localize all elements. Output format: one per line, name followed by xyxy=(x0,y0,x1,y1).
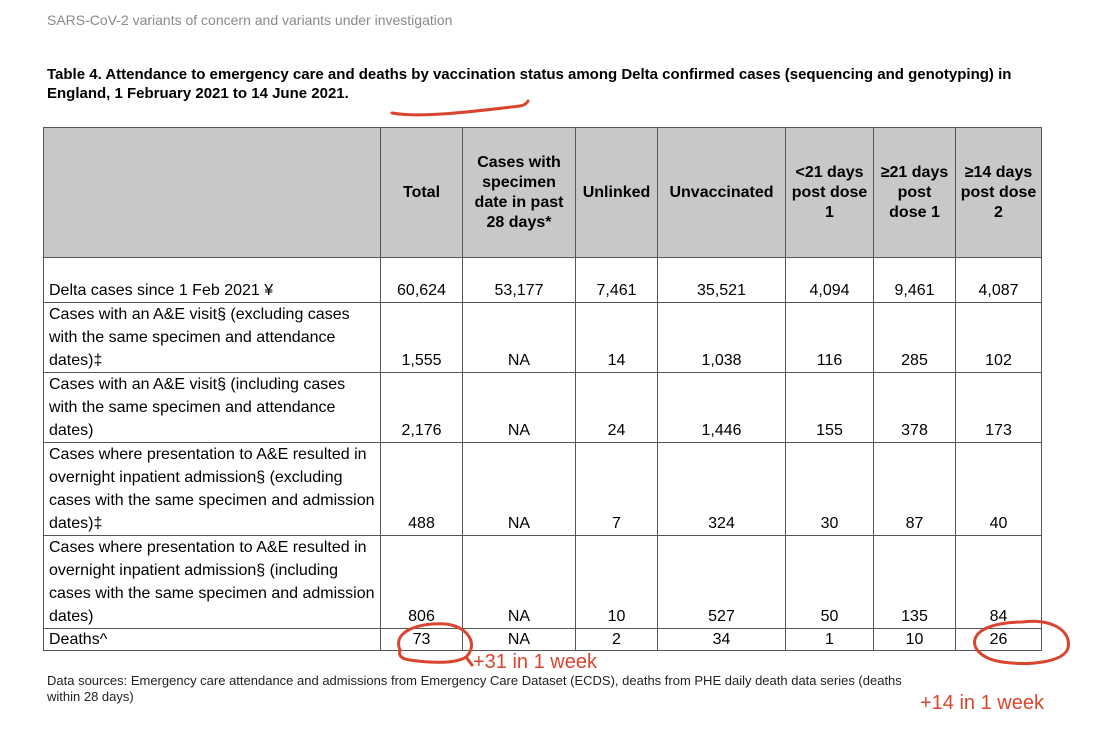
cell-past-28-days: NA xyxy=(463,443,576,536)
header-cell-ge14-dose2: ≥14 days post dose 2 xyxy=(956,128,1042,258)
cell-ge21-dose1: 9,461 xyxy=(874,258,956,303)
cell-ge21-dose1: 285 xyxy=(874,303,956,373)
deaths-total-annotation: +31 in 1 week xyxy=(473,651,597,673)
cell-lt21-dose1: 155 xyxy=(786,373,874,443)
vaccination-status-table xyxy=(43,127,1042,651)
row-label: Deaths^ xyxy=(44,629,381,651)
cell-ge21-dose1: 135 xyxy=(874,536,956,629)
table-header-row xyxy=(44,128,1042,258)
header-cell-blank xyxy=(44,128,381,258)
cell-total: 488 xyxy=(381,443,463,536)
document-running-header: SARS-CoV-2 variants of concern and variants under investigation xyxy=(47,12,453,28)
cell-ge21-dose1: 87 xyxy=(874,443,956,536)
cell-unvaccinated: 1,038 xyxy=(658,303,786,373)
cell-ge14-dose2: 40 xyxy=(956,443,1042,536)
cell-lt21-dose1: 116 xyxy=(786,303,874,373)
cell-total: 1,555 xyxy=(381,303,463,373)
cell-lt21-dose1: 4,094 xyxy=(786,258,874,303)
cell-unlinked: 7,461 xyxy=(576,258,658,303)
cell-unlinked: 24 xyxy=(576,373,658,443)
table-row-admission-including xyxy=(44,536,1042,629)
date-underline-mark xyxy=(392,101,528,115)
cell-unvaccinated: 35,521 xyxy=(658,258,786,303)
row-label: Delta cases since 1 Feb 2021 ¥ xyxy=(44,258,381,303)
cell-ge14-dose2: 102 xyxy=(956,303,1042,373)
cell-unlinked: 14 xyxy=(576,303,658,373)
table-row-deaths xyxy=(44,629,1042,651)
cell-past-28-days: 53,177 xyxy=(463,258,576,303)
cell-unvaccinated: 527 xyxy=(658,536,786,629)
cell-ge14-dose2: 173 xyxy=(956,373,1042,443)
cell-ge14-dose2: 84 xyxy=(956,536,1042,629)
cell-total: 2,176 xyxy=(381,373,463,443)
cell-unvaccinated: 324 xyxy=(658,443,786,536)
header-cell-past-28-days: Cases with specimen date in past 28 days* xyxy=(463,128,576,258)
table-row-delta-cases xyxy=(44,258,1042,303)
cell-past-28-days: NA xyxy=(463,303,576,373)
data-sources-note: Data sources: Emergency care attendance and admissions from Emergency Care Dataset (ECDS), deaths from PHE daily death data series (deaths within 28 days) xyxy=(47,673,902,704)
cell-past-28-days: NA xyxy=(463,373,576,443)
cell-ge14-dose2: 4,087 xyxy=(956,258,1042,303)
cell-lt21-dose1: 1 xyxy=(786,629,874,651)
row-label: Cases where presentation to A&E resulted in overnight inpatient admission§ (excluding cases with the same specimen and admission dates)‡ xyxy=(44,443,381,536)
cell-ge21-dose1: 10 xyxy=(874,629,956,651)
cell-unvaccinated: 1,446 xyxy=(658,373,786,443)
header-cell-lt21-dose1: <21 days post dose 1 xyxy=(786,128,874,258)
cell-total: 60,624 xyxy=(381,258,463,303)
row-label: Cases where presentation to A&E resulted in overnight inpatient admission§ (including cases with the same specimen and admission dates) xyxy=(44,536,381,629)
cell-total: 806 xyxy=(381,536,463,629)
header-cell-ge21-dose1: ≥21 days post dose 1 xyxy=(874,128,956,258)
deaths-dose2-annotation: +14 in 1 week xyxy=(920,692,1044,714)
cell-unlinked: 2 xyxy=(576,629,658,651)
table-row-admission-excluding xyxy=(44,443,1042,536)
cell-unvaccinated: 34 xyxy=(658,629,786,651)
cell-total: 73 xyxy=(381,629,463,651)
table-row-ae-visit-including xyxy=(44,373,1042,443)
row-label: Cases with an A&E visit§ (excluding cases with the same specimen and attendance dates)‡ xyxy=(44,303,381,373)
row-label: Cases with an A&E visit§ (including cases with the same specimen and attendance dates) xyxy=(44,373,381,443)
header-cell-total: Total xyxy=(381,128,463,258)
table-row-ae-visit-excluding xyxy=(44,303,1042,373)
header-cell-unlinked: Unlinked xyxy=(576,128,658,258)
cell-past-28-days: NA xyxy=(463,629,576,651)
cell-ge21-dose1: 378 xyxy=(874,373,956,443)
cell-lt21-dose1: 30 xyxy=(786,443,874,536)
cell-ge14-dose2: 26 xyxy=(956,629,1042,651)
cell-lt21-dose1: 50 xyxy=(786,536,874,629)
cell-unlinked: 10 xyxy=(576,536,658,629)
cell-unlinked: 7 xyxy=(576,443,658,536)
header-cell-unvaccinated: Unvaccinated xyxy=(658,128,786,258)
table-caption: Table 4. Attendance to emergency care and deaths by vaccination status among Delta confirmed cases (sequencing and genotyping) in England, 1 February 2021 to 14 June 2021. xyxy=(47,66,1012,102)
cell-past-28-days: NA xyxy=(463,536,576,629)
